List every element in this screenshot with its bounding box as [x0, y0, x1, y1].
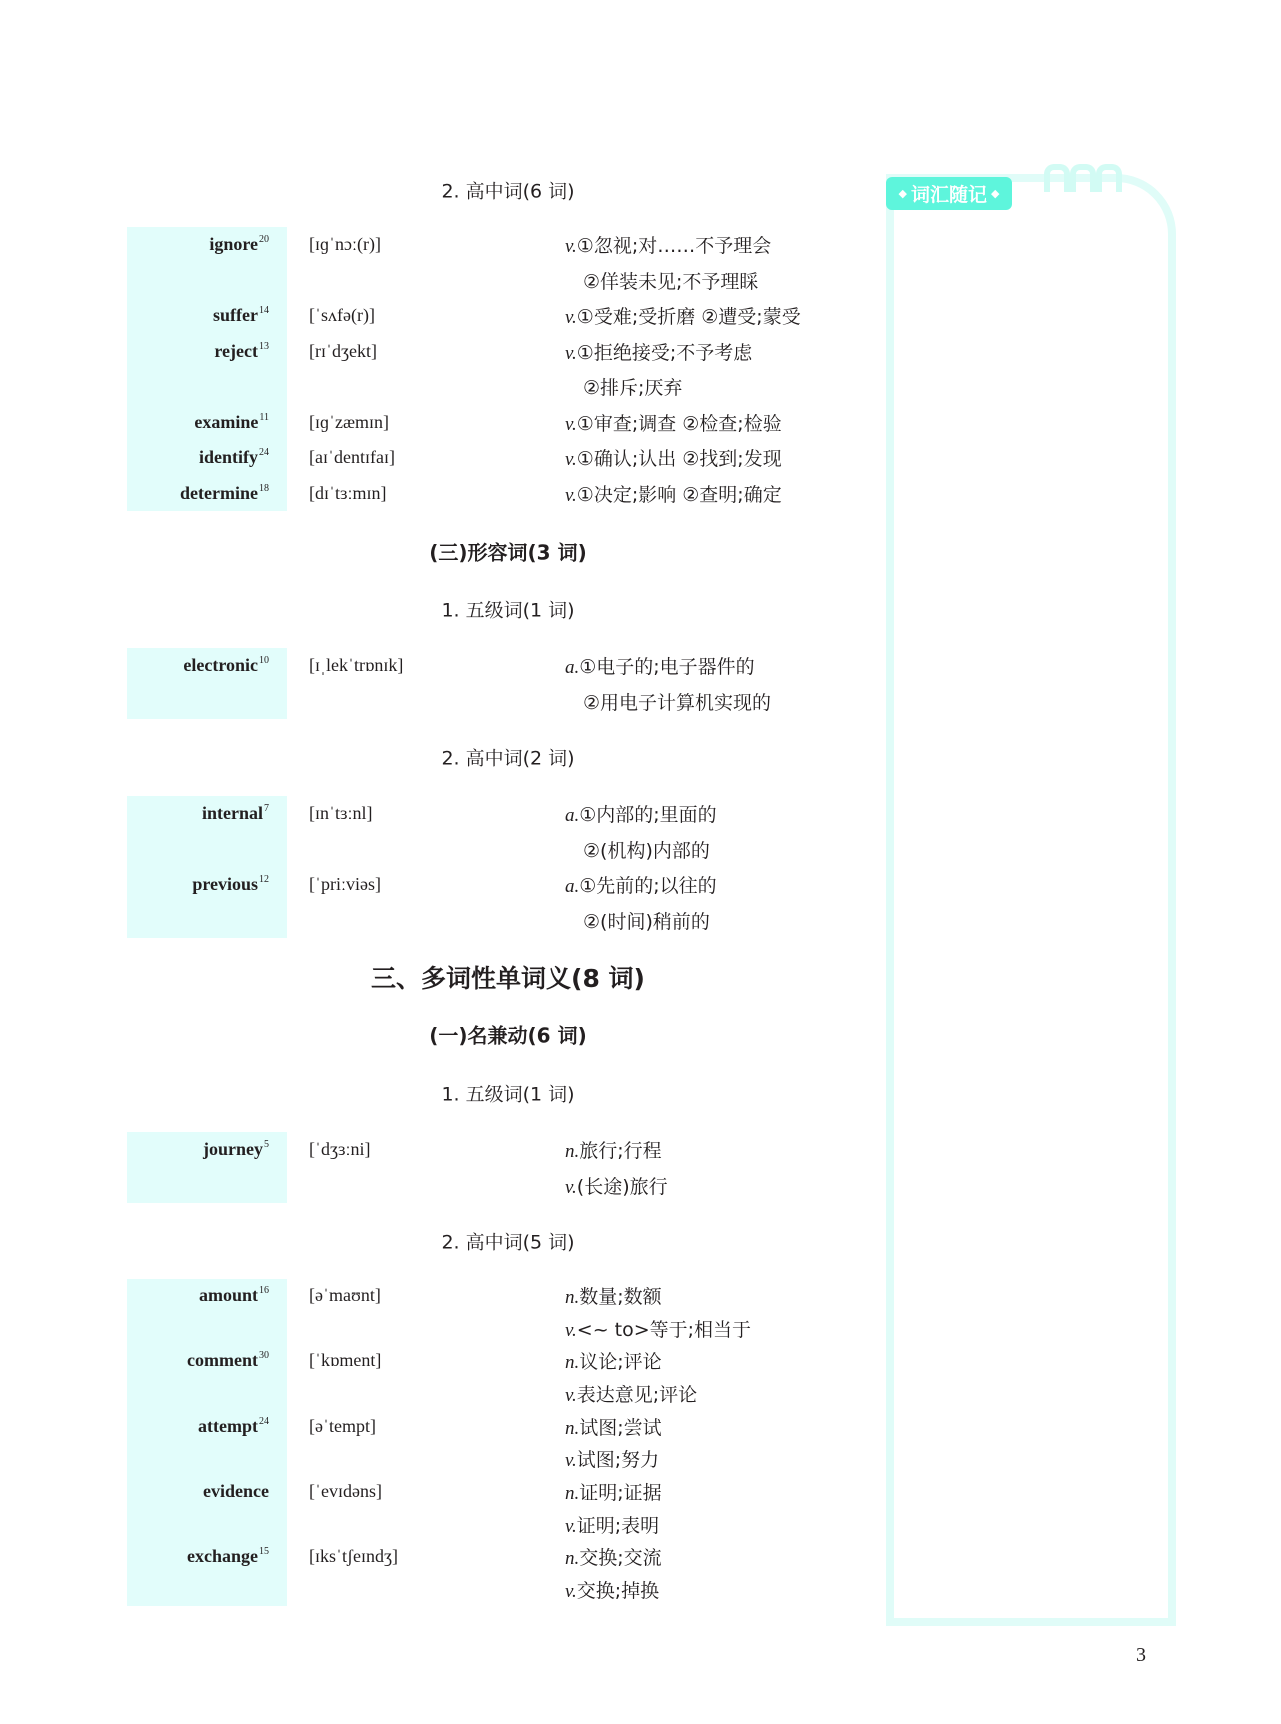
- headword-text: suffer: [213, 305, 258, 326]
- part-of-speech: v.: [565, 1319, 577, 1341]
- word-block: [127, 648, 887, 719]
- word-entry: [127, 796, 887, 832]
- headword: [127, 234, 269, 255]
- phonetic: [əˈmaʊnt]: [309, 1284, 381, 1305]
- word-entry-continuation: [127, 903, 887, 939]
- diamond-icon: ◆: [898, 187, 907, 200]
- section-heading: 2. 高中词(6 词): [441, 180, 575, 203]
- headword-text: previous: [192, 874, 258, 895]
- definition: [565, 1413, 662, 1440]
- headword: [127, 1350, 269, 1371]
- definition-text: 试图;尝试: [579, 1416, 662, 1439]
- definition-text: ②佯装未见;不予理睬: [583, 270, 759, 293]
- headword-text: examine: [194, 411, 259, 432]
- definition-text: 旅行;行程: [579, 1140, 662, 1163]
- phonetic: [ɪnˈtɜːnl]: [309, 803, 373, 824]
- definition: [583, 267, 758, 294]
- definition-text: ①内部的;里面的: [579, 804, 717, 827]
- definition: [565, 1172, 668, 1199]
- part-of-speech: n.: [565, 1548, 580, 1570]
- frequency-count: 10: [259, 655, 269, 667]
- word-entry-continuation: [127, 684, 887, 720]
- part-of-speech: v.: [565, 1384, 577, 1406]
- definition: [565, 800, 717, 827]
- word-entry: [127, 298, 887, 334]
- word-block: [127, 227, 887, 511]
- phonetic: [aɪˈdentɪfaɪ]: [309, 447, 395, 468]
- headword-text: amount: [198, 1284, 258, 1305]
- frequency-count: 18: [259, 482, 269, 494]
- headword-text: ignore: [209, 234, 258, 255]
- headword: [127, 655, 269, 676]
- frequency-count: 16: [259, 1284, 269, 1296]
- phonetic: [ɪksˈtʃeɪndʒ]: [309, 1546, 398, 1567]
- definition: [565, 652, 755, 679]
- word-entry: [127, 1541, 887, 1574]
- definition-text: ①决定;影响 ②查明;确定: [576, 483, 782, 506]
- part-of-speech: v.: [565, 1176, 577, 1198]
- part-of-speech: n.: [565, 1352, 580, 1374]
- definition-text: (长途)旅行: [576, 1175, 668, 1198]
- part-of-speech: a.: [565, 876, 580, 898]
- frequency-count: 7: [264, 803, 269, 815]
- phonetic: [ˈsʌfə(r)]: [309, 305, 375, 326]
- part-of-speech: v.: [565, 236, 577, 258]
- headword: [127, 412, 269, 433]
- word-entry: [127, 476, 887, 512]
- notes-panel-tag: [886, 177, 1012, 210]
- headword: [127, 1481, 269, 1502]
- definition: [565, 1478, 662, 1505]
- definition-text: 证明;表明: [576, 1514, 660, 1537]
- word-entry: [127, 1132, 887, 1168]
- definition: [565, 1347, 662, 1374]
- page-number: 3: [1136, 1644, 1146, 1666]
- headword: [127, 305, 269, 326]
- definition: [583, 688, 771, 715]
- definition-text: <~ to>等于;相当于: [576, 1318, 752, 1341]
- section-heading: 三、多词性单词义(8 词): [371, 964, 645, 993]
- section-heading: (三)形容词(3 词): [429, 540, 587, 565]
- definition: [565, 409, 782, 436]
- definition: [565, 444, 782, 471]
- definition-text: 表达意见;评论: [576, 1383, 698, 1406]
- definition: [565, 480, 782, 507]
- headword-text: electronic: [183, 655, 258, 676]
- definition-text: 数量;数额: [579, 1285, 662, 1308]
- phonetic: [ˈpriːviəs]: [309, 874, 381, 895]
- headword-text: determine: [180, 482, 258, 503]
- phonetic: [rɪˈdʒekt]: [309, 340, 377, 361]
- word-entry-continuation: [127, 369, 887, 405]
- definition-text: 试图;努力: [576, 1449, 660, 1472]
- section-heading: 2. 高中词(5 词): [441, 1231, 575, 1254]
- headword: [127, 447, 269, 468]
- definition: [565, 1282, 662, 1309]
- word-entry-continuation: [127, 1508, 887, 1541]
- definition-text: ①先前的;以往的: [579, 875, 717, 898]
- definition-text: ②(机构)内部的: [583, 839, 710, 862]
- definition: [583, 907, 710, 934]
- phonetic: [dɪˈtɜːmɪn]: [309, 482, 387, 503]
- part-of-speech: v.: [565, 413, 577, 435]
- word-entry-continuation: [127, 1312, 887, 1345]
- headword-text: reject: [214, 340, 258, 361]
- part-of-speech: v.: [565, 307, 577, 329]
- definition: [565, 1445, 659, 1472]
- definition: [565, 1576, 659, 1603]
- definition-text: ①审查;调查 ②检查;检验: [576, 412, 782, 435]
- headword: [127, 1285, 269, 1306]
- headword-text: attempt: [198, 1415, 258, 1436]
- definition: [565, 1543, 662, 1570]
- headword-text: comment: [187, 1350, 258, 1371]
- definition-text: ①拒绝接受;不予考虑: [576, 341, 753, 364]
- headword: [127, 1416, 269, 1437]
- headword: [127, 341, 269, 362]
- section-heading: 2. 高中词(2 词): [441, 747, 575, 770]
- diamond-icon: ◆: [991, 187, 1000, 200]
- frequency-count: 24: [259, 1415, 269, 1427]
- part-of-speech: a.: [565, 657, 580, 679]
- phonetic: [əˈtempt]: [309, 1415, 376, 1436]
- word-entry: [127, 227, 887, 263]
- headword: [127, 1139, 269, 1160]
- phonetic: [ɪɡˈzæmɪn]: [309, 411, 389, 432]
- section-heading: 1. 五级词(1 词): [441, 599, 575, 622]
- part-of-speech: n.: [565, 1141, 580, 1163]
- word-entry: [127, 1475, 887, 1508]
- notes-panel-title: 词汇随记: [910, 184, 987, 206]
- definition: [565, 338, 752, 365]
- definition: [565, 1315, 751, 1342]
- word-entry-continuation: [127, 1442, 887, 1475]
- definition: [565, 1136, 662, 1163]
- frequency-count: 24: [259, 447, 269, 459]
- word-entry-continuation: [127, 1377, 887, 1410]
- word-entry: [127, 867, 887, 903]
- word-entry: [127, 334, 887, 370]
- definition-text: 证明;证据: [579, 1481, 662, 1504]
- definition-text: ①电子的;电子器件的: [579, 656, 755, 679]
- word-entry: [127, 405, 887, 441]
- definition: [565, 1511, 659, 1538]
- binder-ring-icon: [1096, 164, 1122, 192]
- definition-text: ①忽视;对……不予理会: [576, 235, 772, 258]
- part-of-speech: n.: [565, 1417, 580, 1439]
- frequency-count: 12: [259, 874, 269, 886]
- headword-text: identify: [198, 447, 258, 468]
- part-of-speech: v.: [565, 342, 577, 364]
- headword-text: evidence: [203, 1480, 269, 1501]
- part-of-speech: n.: [565, 1482, 580, 1504]
- phonetic: [ɪɡˈnɔː(r)]: [309, 234, 381, 255]
- headword: [127, 1546, 269, 1567]
- binder-ring-icon: [1070, 164, 1096, 192]
- definition: [583, 836, 710, 863]
- word-entry-continuation: [127, 1168, 887, 1204]
- frequency-count: 30: [259, 1350, 269, 1362]
- part-of-speech: v.: [565, 1450, 577, 1472]
- word-entry: [127, 440, 887, 476]
- definition: [583, 373, 682, 400]
- definition-text: ①受难;受折磨 ②遭受;蒙受: [576, 306, 801, 329]
- definition: [565, 302, 801, 329]
- section-heading: 1. 五级词(1 词): [441, 1083, 575, 1106]
- word-entry-continuation: [127, 1573, 887, 1606]
- binder-ring-icon: [1044, 164, 1070, 192]
- frequency-count: 11: [259, 411, 269, 423]
- definition-text: ①确认;认出 ②找到;发现: [576, 448, 782, 471]
- word-entry: [127, 1410, 887, 1443]
- phonetic: [ˈevɪdəns]: [309, 1480, 382, 1501]
- part-of-speech: v.: [565, 1515, 577, 1537]
- frequency-count: 14: [259, 305, 269, 317]
- part-of-speech: v.: [565, 449, 577, 471]
- phonetic: [ɪˌlekˈtrɒnɪk]: [309, 655, 404, 676]
- headword-text: journey: [203, 1139, 263, 1160]
- word-entry: [127, 1344, 887, 1377]
- word-block: [127, 796, 887, 938]
- definition: [565, 231, 771, 258]
- word-block: [127, 1132, 887, 1203]
- frequency-count: 20: [259, 234, 269, 246]
- word-entry: [127, 1279, 887, 1312]
- definition-text: 交换;交流: [579, 1547, 662, 1570]
- phonetic: [ˈkɒment]: [309, 1350, 382, 1371]
- definition-text: 交换;掉换: [576, 1580, 660, 1603]
- definition-text: ②用电子计算机实现的: [583, 691, 772, 714]
- definition: [565, 871, 717, 898]
- notes-panel: [886, 174, 1176, 1626]
- word-block: [127, 1279, 887, 1606]
- frequency-count: 5: [264, 1139, 269, 1151]
- part-of-speech: v.: [565, 1581, 577, 1603]
- part-of-speech: a.: [565, 805, 580, 827]
- phonetic: [ˈdʒɜːni]: [309, 1139, 371, 1160]
- headword-text: internal: [202, 803, 263, 824]
- frequency-count: 15: [259, 1546, 269, 1558]
- frequency-count: 13: [259, 340, 269, 352]
- word-entry: [127, 648, 887, 684]
- headword: [127, 803, 269, 824]
- headword-text: exchange: [187, 1546, 258, 1567]
- definition-text: 议论;评论: [579, 1351, 662, 1374]
- headword: [127, 483, 269, 504]
- part-of-speech: n.: [565, 1286, 580, 1308]
- headword: [127, 874, 269, 895]
- word-entry-continuation: [127, 263, 887, 299]
- section-heading: (一)名兼动(6 词): [429, 1023, 587, 1048]
- definition-text: ②(时间)稍前的: [583, 910, 710, 933]
- word-entry-continuation: [127, 832, 887, 868]
- part-of-speech: v.: [565, 484, 577, 506]
- definition-text: ②排斥;厌弃: [583, 377, 683, 400]
- definition: [565, 1380, 697, 1407]
